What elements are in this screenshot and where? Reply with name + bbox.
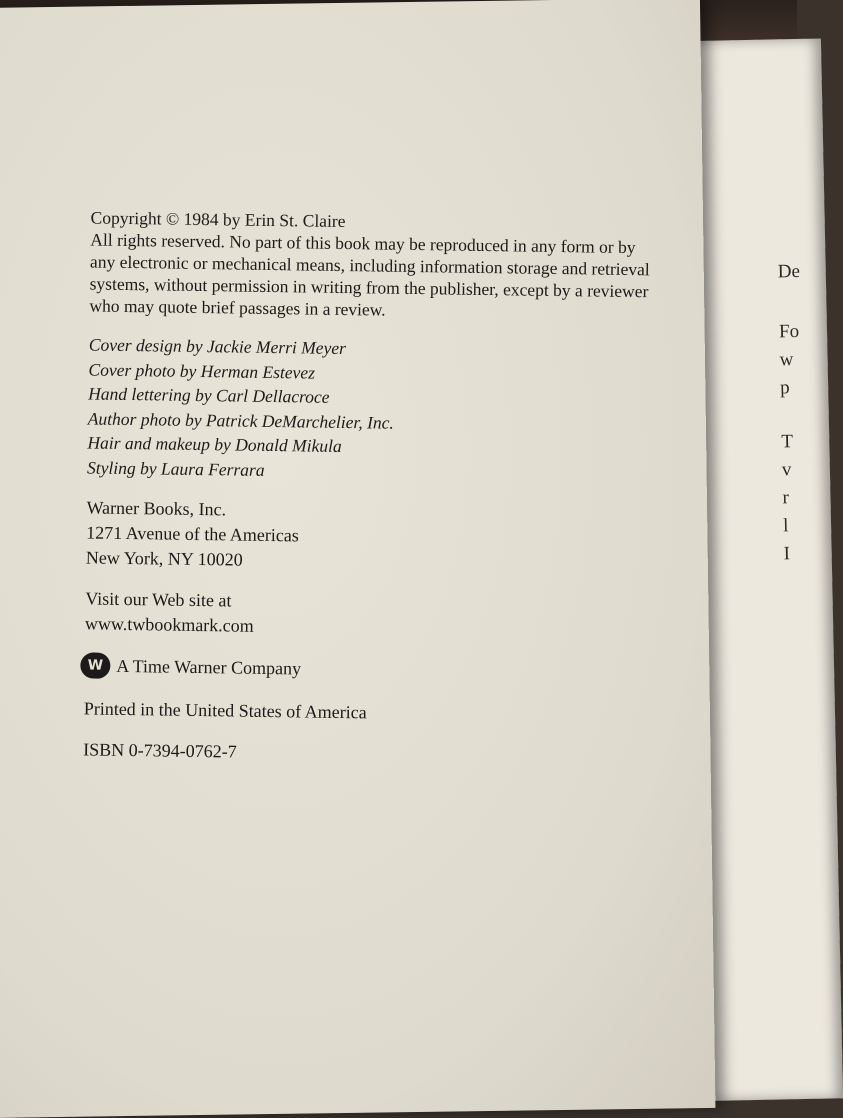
copyright-paragraph: [89, 206, 650, 324]
facing-page-fragment: p: [779, 377, 790, 399]
copyright-line: Copyright © 1984 by Erin St. Claire: [90, 207, 346, 232]
credit-line: Hand lettering by Carl Dellacroce: [88, 383, 330, 407]
credit-line: Cover photo by Herman Estevez: [88, 358, 316, 383]
publisher-city: New York, NY 10020: [85, 547, 243, 570]
website-label: Visit our Web site at: [85, 588, 232, 611]
copyright-block: [83, 206, 651, 786]
company-line: [80, 652, 644, 686]
credit-line: Styling by Laura Ferrara: [87, 456, 265, 480]
warner-logo-icon: W: [80, 652, 110, 678]
credit-line: Cover design by Jackie Merri Meyer: [88, 334, 347, 359]
credits-list: [87, 332, 649, 487]
facing-page-fragment: Fo: [778, 320, 800, 343]
credit-line: Hair and makeup by Donald Mikula: [87, 432, 342, 456]
website-block: [85, 586, 646, 644]
credit-line: Author photo by Patrick DeMarchelier, Inc.: [87, 407, 394, 433]
facing-page-fragment: l: [782, 515, 789, 537]
publisher-address: [86, 495, 647, 578]
facing-page-fragment: De: [777, 260, 801, 283]
facing-page-fragment: I: [783, 543, 791, 565]
facing-page-fragment: w: [779, 349, 794, 371]
facing-page-fragment: v: [781, 459, 792, 481]
website-url: www.twbookmark.com: [84, 613, 254, 636]
rights-statement: All rights reserved. No part of this book may be reproduced in any form or by any electronic or mechanical means, including information storage and retrieval systems, without permission in writing from the publisher, except by a reviewer who may quote brief passages in a review.: [89, 229, 650, 320]
printed-in-line: Printed in the United States of America: [83, 698, 367, 723]
facing-page-fragment: T: [781, 431, 794, 453]
publisher-name: Warner Books, Inc.: [86, 497, 227, 520]
isbn-line: ISBN 0-7394-0762-7: [83, 739, 237, 762]
facing-page-fragment: r: [782, 487, 790, 509]
publisher-street: 1271 Avenue of the Americas: [86, 522, 299, 546]
company-text: A Time Warner Company: [116, 655, 302, 678]
